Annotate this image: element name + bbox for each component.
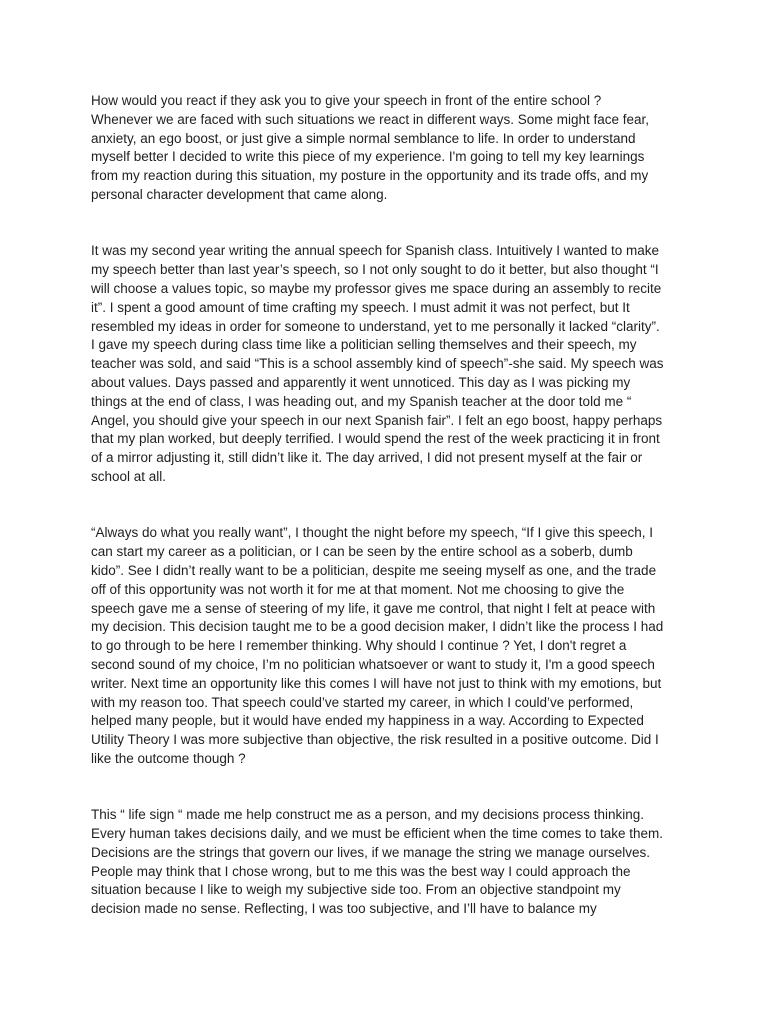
paragraph-reflection: This “ life sign “ made me help construct me as a person, and my decisions process thinking. Every human takes decisions daily, and we must be efficient when the time comes to take them. Decisions are the strings that govern our lives, if we manage the string we manage ourselves. People may think that I chose wrong, but to me this was the best way I could approach the situation because I like to weigh my subjective side too. From an objective standpoint my decision made no sense. Reflecting, I was too subjective, and I’ll have to balance my xyxy=(91,807,664,917)
paragraph-spanish-class: It was my second year writing the annual speech for Spanish class. Intuitively I wanted to make my speech better than last year’s speech, so I not only sought to do it better, but also thought “I will choose a values topic, so maybe my professor gives me space during an assembly to recite it”. I spent a good amount of time crafting my speech. I must admit it was not perfect, but It resembled my ideas in order for someone to understand, yet to me personally it lacked “clarity”. I gave my speech during class time like a politician selling themselves and their speech, my teacher was sold, and said “This is a school assembly kind of speech”-she said. My speech was about values. Days passed and apparently it went unnoticed. This day as I was picking my things at the end of class, I was heading out, and my Spanish teacher at the door told me “ Angel, you should give your speech in our next Spanish fair”. I felt an ego boost, happy perhaps that my plan worked, but deeply terrified. I would spend the rest of the week practicing it in front of a mirror adjusting it, still didn’t like it. The day arrived, I did not present myself at the fair or school at all. xyxy=(91,243,664,484)
paragraph-decision: “Always do what you really want”, I thought the night before my speech, “If I give this speech, I can start my career as a politician, or I can be seen by the entire school as a soberb, dumb kido”. See I didn’t really want to be a politician, despite me seeing myself as one, and the trade off of this opportunity was not worth it for me at that moment. Not me choosing to give the speech gave me a sense of steering of my life, it gave me control, that night I felt at peace with my decision. This decision taught me to be a good decision maker, I didn’t like the process I had to go through to be here I remember thinking. Why should I continue ? Yet, I don't regret a second sound of my choice, I’m no politician whatsoever or want to study it, I'm a good speech writer. Next time an opportunity like this comes I will have not just to think with my emotions, but with my reason too. That speech could’ve started my career, in which I could’ve performed, helped many people, but it would have ended my happiness in a way. According to Expected Utility Theory I was more subjective than objective, the risk resulted in a positive outcome. Did I like the outcome though ? xyxy=(91,525,664,766)
document-body xyxy=(91,92,691,957)
paragraph-intro: How would you react if they ask you to give your speech in front of the entire school ? Whenever we are faced with such situations we react in different ways. Some might face fear, anxiety, an ego boost, or just give a simple normal semblance to life. In order to understand myself better I decided to write this piece of my experience. I'm going to tell my key learnings from my reaction during this situation, my posture in the opportunity and its trade offs, and my personal character development that came along. xyxy=(91,93,650,202)
